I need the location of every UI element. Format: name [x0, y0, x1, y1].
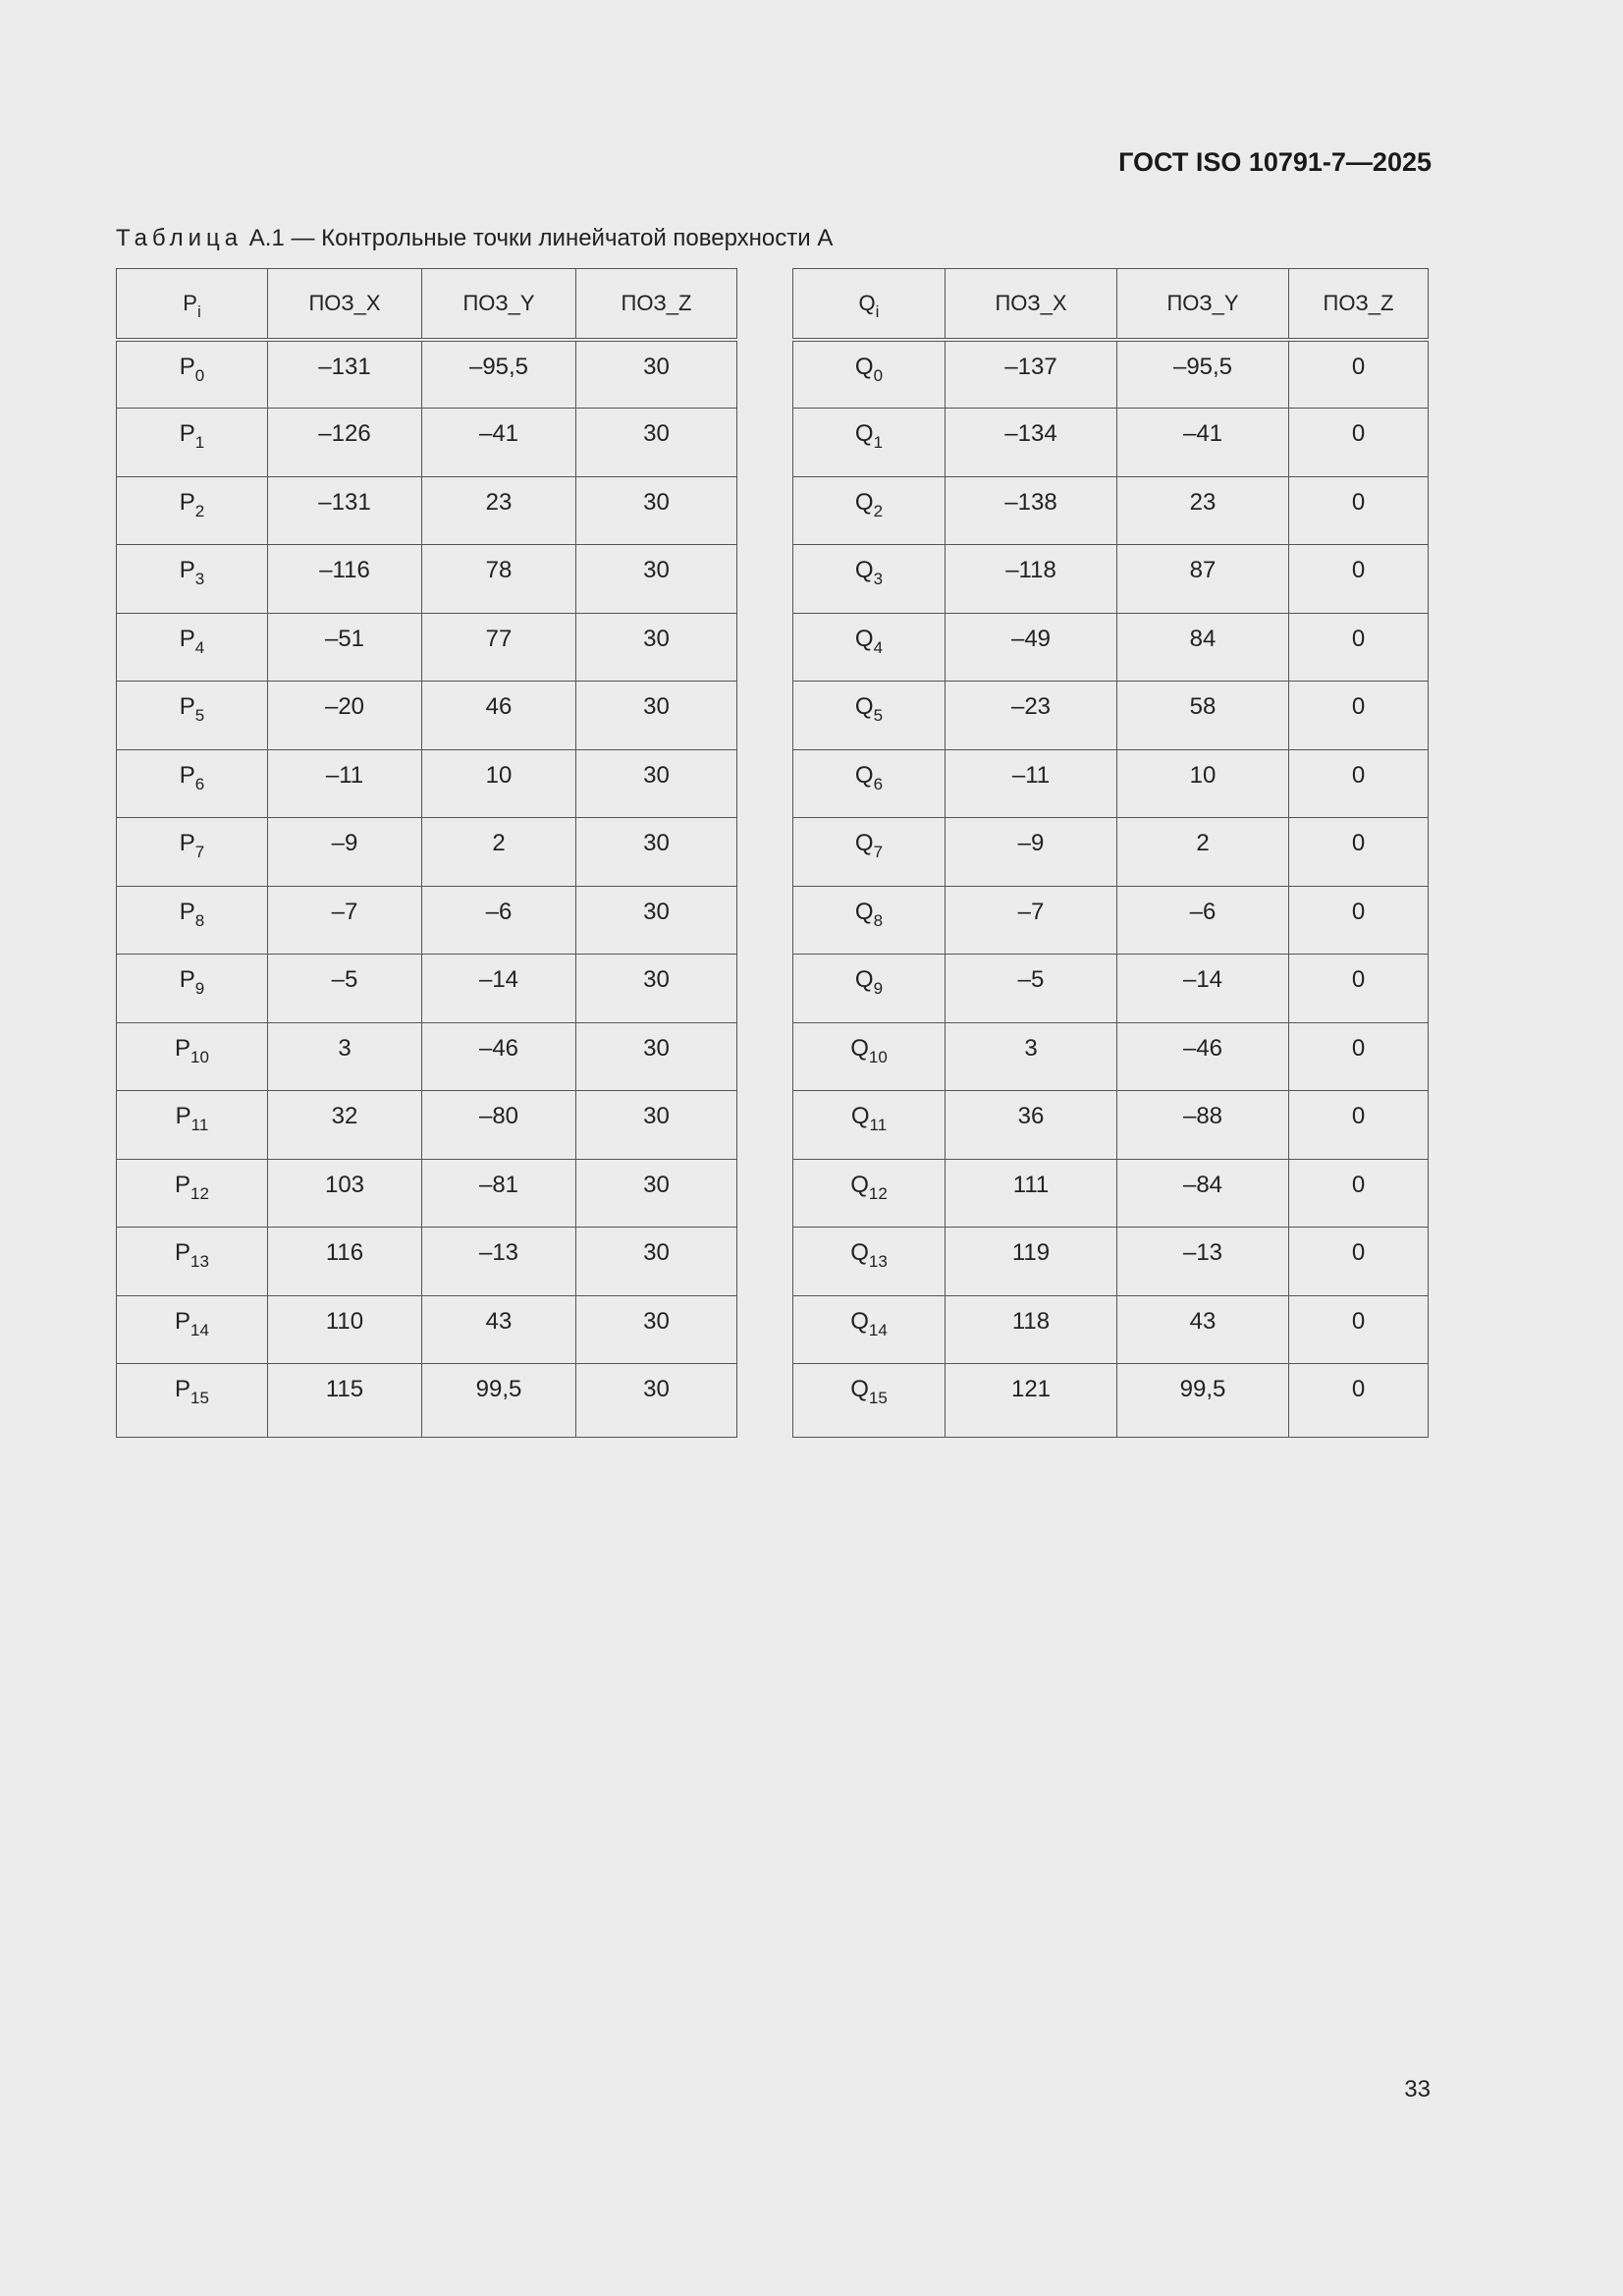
point-cell [117, 749, 268, 818]
point-subscript: 14 [868, 1320, 888, 1339]
point-cell [117, 682, 268, 750]
point-letter: Q [858, 291, 876, 315]
table-row [117, 409, 737, 477]
pos-z-cell: 0 [1289, 955, 1429, 1023]
point-subscript: 4 [873, 637, 884, 657]
table-row [793, 749, 1429, 818]
point-subscript: 15 [190, 1389, 209, 1407]
pos-y-cell: 84 [1117, 613, 1289, 682]
pos-x-cell: –118 [946, 545, 1117, 614]
pos-z-cell: 30 [576, 613, 737, 682]
point-letter: P [179, 557, 195, 583]
point-cell [793, 1159, 946, 1228]
point-subscript: 3 [873, 570, 884, 588]
pos-y-cell: –13 [422, 1228, 576, 1296]
pos-y-cell: 99,5 [422, 1364, 576, 1438]
point-cell [117, 818, 268, 887]
table-caption [116, 225, 833, 252]
pos-z-cell: 30 [576, 955, 737, 1023]
pos-z-cell: 30 [576, 818, 737, 887]
pos-z-cell: 30 [576, 1022, 737, 1091]
table-row [117, 1228, 737, 1296]
point-subscript: 10 [190, 1047, 209, 1066]
pos-z-cell: 0 [1289, 545, 1429, 614]
point-letter: P [179, 354, 195, 380]
pos-z-header: ПОЗ_Z [576, 269, 737, 341]
table-row [793, 1364, 1429, 1438]
point-cell [117, 886, 268, 955]
pos-z-cell: 0 [1289, 1022, 1429, 1091]
pos-z-cell: 30 [576, 1228, 737, 1296]
table-header-row [117, 269, 737, 341]
point-subscript: i [875, 302, 880, 321]
point-letter: P [175, 1307, 191, 1335]
pos-x-cell: –7 [268, 886, 422, 955]
pos-x-cell: –138 [946, 476, 1117, 545]
point-letter: Q [850, 1376, 869, 1402]
point-subscript: 5 [873, 706, 884, 725]
table-row [793, 1295, 1429, 1364]
point-cell [117, 613, 268, 682]
point-letter: Q [854, 761, 874, 789]
pos-y-cell: 10 [1117, 749, 1289, 818]
table-row [117, 476, 737, 545]
point-letter: P [183, 291, 197, 315]
point-letter: P [175, 1034, 191, 1062]
pos-x-cell: 110 [268, 1295, 422, 1364]
point-subscript: 7 [873, 843, 884, 861]
table-row [117, 818, 737, 887]
pos-x-cell: –5 [268, 955, 422, 1023]
pos-y-cell: –46 [422, 1022, 576, 1091]
pos-z-cell: 0 [1289, 818, 1429, 887]
point-subscript: 2 [873, 501, 884, 520]
pos-y-cell: 43 [1117, 1295, 1289, 1364]
point-letter: Q [854, 693, 874, 720]
pos-x-cell: –131 [268, 340, 422, 409]
table-row [793, 613, 1429, 682]
point-letter: P [179, 761, 195, 789]
pos-y-cell: –6 [1117, 886, 1289, 955]
pos-z-cell: 30 [576, 749, 737, 818]
table-row [117, 1364, 737, 1438]
point-cell [117, 955, 268, 1023]
point-letter: P [175, 1376, 191, 1402]
pos-x-cell: 32 [268, 1091, 422, 1160]
point-letter: Q [854, 898, 874, 925]
pos-z-cell: 0 [1289, 409, 1429, 477]
pos-z-cell: 30 [576, 1295, 737, 1364]
point-letter: Q [854, 830, 874, 856]
point-letter: Q [850, 1034, 869, 1062]
pos-x-cell: –9 [268, 818, 422, 887]
point-letter: Q [850, 1103, 870, 1129]
point-cell [793, 886, 946, 955]
point-letter: P [179, 898, 195, 925]
point-cell [793, 1091, 946, 1160]
point-subscript: 9 [873, 979, 884, 998]
pos-y-cell: 23 [1117, 476, 1289, 545]
pos-y-cell: –41 [422, 409, 576, 477]
pos-x-cell: –116 [268, 545, 422, 614]
pos-y-cell: –81 [422, 1159, 576, 1228]
pos-x-cell: –7 [946, 886, 1117, 955]
pos-y-cell: –41 [1117, 409, 1289, 477]
pos-y-cell: –14 [1117, 955, 1289, 1023]
pos-z-cell: 0 [1289, 1228, 1429, 1296]
pos-y-cell: 2 [422, 818, 576, 887]
table-row [793, 1022, 1429, 1091]
point-cell [117, 409, 268, 477]
pos-z-cell: 30 [576, 340, 737, 409]
point-letter: Q [854, 557, 874, 583]
pos-y-cell: 43 [422, 1295, 576, 1364]
point-subscript: 8 [194, 910, 205, 930]
table-header-row [793, 269, 1429, 341]
pos-y-cell: 77 [422, 613, 576, 682]
pos-z-cell: 0 [1289, 1159, 1429, 1228]
pos-x-cell: 36 [946, 1091, 1117, 1160]
pos-y-cell: –46 [1117, 1022, 1289, 1091]
table-row [793, 340, 1429, 409]
pos-z-cell: 30 [576, 476, 737, 545]
point-subscript: 9 [194, 979, 205, 998]
point-cell [793, 682, 946, 750]
point-cell [117, 1364, 268, 1438]
pos-z-cell: 0 [1289, 613, 1429, 682]
point-column-header [117, 269, 268, 341]
pos-x-cell: –131 [268, 476, 422, 545]
point-cell [117, 1295, 268, 1364]
point-subscript: 11 [190, 1116, 209, 1134]
table-row [117, 955, 737, 1023]
point-subscript: 5 [194, 706, 205, 725]
point-letter: P [179, 625, 195, 652]
point-letter: P [179, 966, 195, 993]
pos-x-header: ПОЗ_X [946, 269, 1117, 341]
pos-x-cell: 3 [268, 1022, 422, 1091]
pos-x-cell: 115 [268, 1364, 422, 1438]
pos-x-cell: –134 [946, 409, 1117, 477]
point-cell [793, 1022, 946, 1091]
pos-y-header: ПОЗ_Y [422, 269, 576, 341]
pos-x-cell: 111 [946, 1159, 1117, 1228]
point-subscript: 6 [194, 774, 205, 793]
pos-y-cell: –88 [1117, 1091, 1289, 1160]
point-subscript: 13 [868, 1252, 888, 1271]
point-subscript: 12 [868, 1183, 888, 1203]
pos-z-cell: 0 [1289, 1295, 1429, 1364]
point-cell [117, 1228, 268, 1296]
pos-x-cell: 103 [268, 1159, 422, 1228]
point-letter: Q [854, 625, 874, 652]
point-subscript: 3 [194, 570, 205, 588]
pos-y-cell: –84 [1117, 1159, 1289, 1228]
table-row [793, 886, 1429, 955]
pos-z-cell: 30 [576, 1091, 737, 1160]
table-row [793, 409, 1429, 477]
pos-z-cell: 0 [1289, 1091, 1429, 1160]
point-subscript: 7 [194, 843, 205, 861]
table-row [117, 749, 737, 818]
table-caption-label: Таблица [116, 225, 243, 251]
table-row [793, 818, 1429, 887]
pos-z-cell: 0 [1289, 886, 1429, 955]
pos-x-cell: 119 [946, 1228, 1117, 1296]
point-letter: Q [854, 420, 874, 447]
point-letter: Q [850, 1307, 869, 1335]
point-letter: Q [854, 966, 874, 993]
table-row [793, 1228, 1429, 1296]
point-cell [793, 1228, 946, 1296]
point-letter: P [179, 488, 195, 516]
point-cell [793, 1295, 946, 1364]
table-row [793, 682, 1429, 750]
point-subscript: 14 [190, 1320, 209, 1339]
table-row [117, 682, 737, 750]
pos-y-cell: 99,5 [1117, 1364, 1289, 1438]
point-cell [793, 1364, 946, 1438]
point-letter: Q [854, 354, 874, 380]
pos-z-cell: 30 [576, 409, 737, 477]
pos-x-cell: 121 [946, 1364, 1117, 1438]
pos-z-cell: 0 [1289, 682, 1429, 750]
p-points-table [116, 268, 737, 1438]
pos-y-cell: –80 [422, 1091, 576, 1160]
point-cell [793, 476, 946, 545]
pos-x-cell: –11 [268, 749, 422, 818]
pos-y-cell: 78 [422, 545, 576, 614]
point-subscript: i [196, 302, 201, 321]
pos-y-cell: –13 [1117, 1228, 1289, 1296]
table-row [117, 340, 737, 409]
pos-z-cell: 0 [1289, 340, 1429, 409]
q-points-table [792, 268, 1429, 1438]
pos-y-cell: 87 [1117, 545, 1289, 614]
point-letter: Q [854, 488, 874, 516]
pos-y-header: ПОЗ_Y [1117, 269, 1289, 341]
point-cell [793, 545, 946, 614]
point-cell [793, 749, 946, 818]
point-letter: P [179, 420, 195, 447]
table-row [117, 1295, 737, 1364]
pos-x-cell: 3 [946, 1022, 1117, 1091]
pos-z-header: ПОЗ_Z [1289, 269, 1429, 341]
pos-y-cell: –14 [422, 955, 576, 1023]
pos-y-cell: 10 [422, 749, 576, 818]
point-subscript: 1 [873, 433, 884, 452]
point-cell [117, 545, 268, 614]
pos-y-cell: 2 [1117, 818, 1289, 887]
point-subscript: 8 [873, 910, 884, 930]
point-subscript: 13 [190, 1252, 209, 1271]
point-letter: Q [850, 1239, 869, 1266]
point-subscript: 0 [194, 366, 205, 385]
pos-x-cell: –23 [946, 682, 1117, 750]
point-subscript: 6 [873, 774, 884, 793]
pos-y-cell: –6 [422, 886, 576, 955]
point-cell [117, 1091, 268, 1160]
pos-x-cell: 116 [268, 1228, 422, 1296]
table-row [117, 886, 737, 955]
pos-y-cell: –95,5 [1117, 340, 1289, 409]
pos-x-cell: –51 [268, 613, 422, 682]
pos-x-cell: –20 [268, 682, 422, 750]
pos-x-cell: –137 [946, 340, 1117, 409]
point-subscript: 2 [194, 501, 205, 520]
point-cell [793, 955, 946, 1023]
table-row [793, 476, 1429, 545]
table-row [117, 1159, 737, 1228]
point-cell [117, 1022, 268, 1091]
pos-x-cell: –11 [946, 749, 1117, 818]
pos-z-cell: 0 [1289, 476, 1429, 545]
pos-z-cell: 30 [576, 886, 737, 955]
point-cell [117, 476, 268, 545]
pos-z-cell: 30 [576, 1364, 737, 1438]
table-row [793, 545, 1429, 614]
pos-x-cell: 118 [946, 1295, 1117, 1364]
point-letter: P [175, 1239, 191, 1266]
point-cell [117, 340, 268, 409]
point-subscript: 4 [194, 637, 205, 657]
point-cell [117, 1159, 268, 1228]
point-subscript: 11 [869, 1116, 888, 1134]
pos-x-header: ПОЗ_X [268, 269, 422, 341]
page-number: 33 [1404, 2076, 1431, 2103]
point-column-header [793, 269, 946, 341]
pos-y-cell: 46 [422, 682, 576, 750]
table-row [117, 613, 737, 682]
point-cell [793, 613, 946, 682]
table-row [793, 955, 1429, 1023]
point-cell [793, 340, 946, 409]
pos-z-cell: 0 [1289, 1364, 1429, 1438]
table-row [793, 1159, 1429, 1228]
pos-z-cell: 30 [576, 1159, 737, 1228]
pos-z-cell: 30 [576, 545, 737, 614]
pos-y-cell: 23 [422, 476, 576, 545]
pos-x-cell: –9 [946, 818, 1117, 887]
point-subscript: 1 [194, 433, 205, 452]
pos-x-cell: –126 [268, 409, 422, 477]
point-subscript: 10 [868, 1047, 888, 1066]
point-letter: P [175, 1171, 191, 1198]
point-subscript: 12 [190, 1183, 209, 1203]
point-letter: Q [850, 1171, 869, 1198]
pos-x-cell: –5 [946, 955, 1117, 1023]
table-row [117, 545, 737, 614]
point-letter: P [179, 693, 195, 720]
document-code: ГОСТ ISO 10791-7—2025 [1118, 147, 1432, 177]
pos-z-cell: 0 [1289, 749, 1429, 818]
point-cell [793, 409, 946, 477]
pos-x-cell: –49 [946, 613, 1117, 682]
point-letter: P [179, 830, 195, 856]
table-row [117, 1022, 737, 1091]
point-cell [793, 818, 946, 887]
table-row [117, 1091, 737, 1160]
point-subscript: 15 [868, 1389, 888, 1407]
pos-z-cell: 30 [576, 682, 737, 750]
point-subscript: 0 [873, 366, 884, 385]
point-letter: P [175, 1103, 191, 1129]
pos-y-cell: –95,5 [422, 340, 576, 409]
table-caption-text: А.1 — Контрольные точки линейчатой поверхности А [248, 225, 834, 251]
pos-y-cell: 58 [1117, 682, 1289, 750]
table-row [793, 1091, 1429, 1160]
